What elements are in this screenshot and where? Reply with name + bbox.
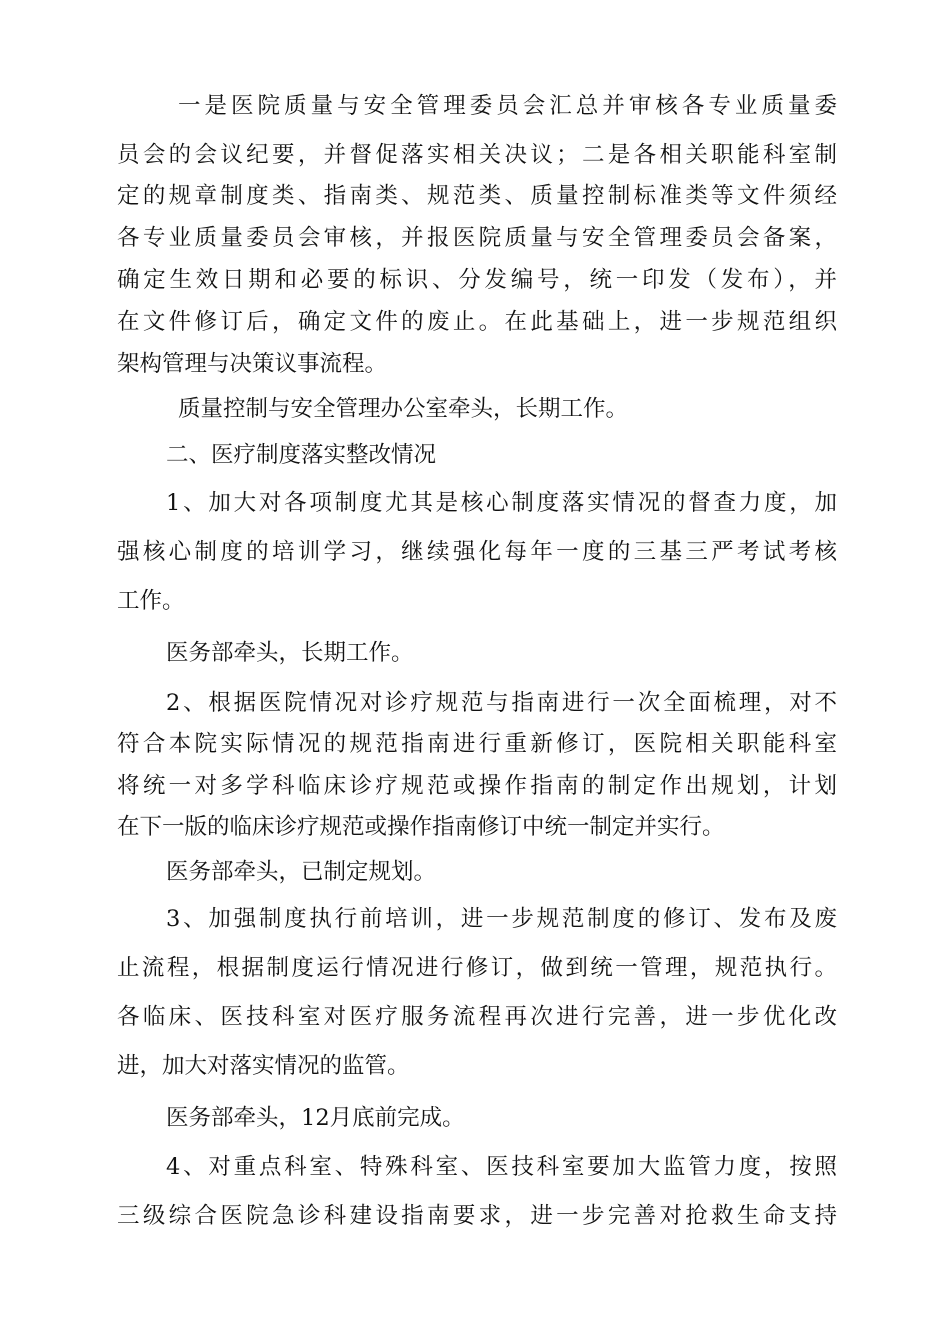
paragraph-line: 强核心制度的培训学习，继续强化每年一度的三基三严考试考核	[117, 539, 837, 565]
paragraph-line: 4、对重点科室、特殊科室、医技科室要加大监管力度，按照	[166, 1154, 837, 1180]
paragraph-line: 员会的会议纪要，并督促落实相关决议；二是各相关职能科室制	[117, 142, 837, 168]
paragraph-line: 1、加大对各项制度尤其是核心制度落实情况的督查力度，加	[166, 490, 837, 516]
paragraph-line: 确定生效日期和必要的标识、分发编号，统一印发（发布），并	[117, 267, 837, 293]
paragraph-line: 一是医院质量与安全管理委员会汇总并审核各专业质量委	[178, 93, 837, 119]
paragraph-line: 在下一版的临床诊疗规范或操作指南修订中统一制定并实行。	[117, 814, 725, 840]
responsibility-note: 医务部牵头，12月底前完成。	[166, 1105, 465, 1131]
responsibility-note: 医务部牵头，已制定规划。	[166, 859, 437, 885]
paragraph-line: 架构管理与决策议事流程。	[117, 351, 388, 377]
paragraph-line: 定的规章制度类、指南类、规范类、质量控制标准类等文件须经	[117, 183, 837, 209]
paragraph-line: 止流程，根据制度运行情况进行修订，做到统一管理，规范执行。	[117, 955, 837, 981]
paragraph-line: 将统一对多学科临床诊疗规范或操作指南的制定作出规划，计划	[117, 773, 837, 799]
paragraph-line: 各专业质量委员会审核，并报医院质量与安全管理委员会备案，	[117, 225, 837, 251]
paragraph-line: 在文件修订后，确定文件的废止。在此基础上，进一步规范组织	[117, 309, 837, 335]
responsibility-note: 医务部牵头，长期工作。	[166, 640, 414, 666]
paragraph-line: 各临床、医技科室对医疗服务流程再次进行完善，进一步优化改	[117, 1004, 837, 1030]
section-heading: 二、医疗制度落实整改情况	[166, 442, 437, 468]
paragraph-line: 3、加强制度执行前培训，进一步规范制度的修订、发布及废	[166, 906, 837, 932]
paragraph-line: 2、根据医院情况对诊疗规范与指南进行一次全面梳理，对不	[166, 690, 837, 716]
paragraph-line: 三级综合医院急诊科建设指南要求，进一步完善对抢救生命支持	[117, 1203, 837, 1229]
paragraph-line: 工作。	[117, 588, 185, 614]
paragraph-line: 进，加大对落实情况的监管。	[117, 1053, 410, 1079]
responsibility-note: 质量控制与安全管理办公室牵头，长期工作。	[178, 396, 629, 422]
paragraph-line: 符合本院实际情况的规范指南进行重新修订，医院相关职能科室	[117, 731, 837, 757]
